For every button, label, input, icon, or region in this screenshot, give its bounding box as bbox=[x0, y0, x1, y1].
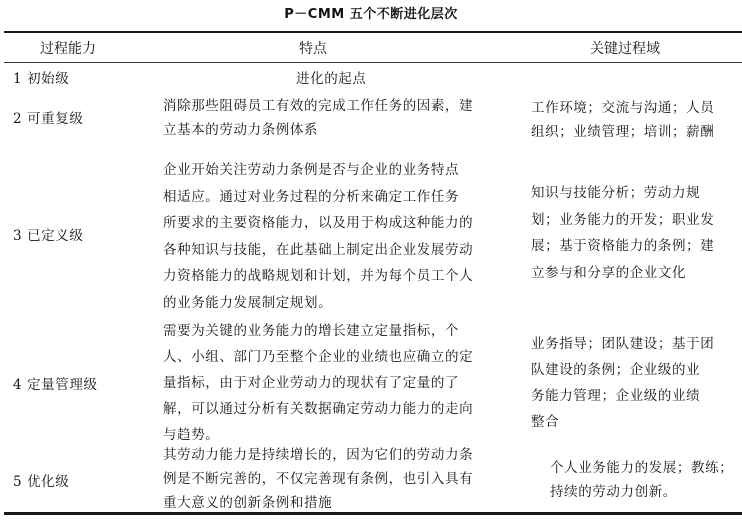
row-3-features-line: 所要求的主要资格能力，以及用于构成这种能力的 bbox=[163, 215, 474, 231]
row-4-kpa-line: 业务指导；团队建设；基于团 bbox=[531, 336, 715, 352]
row-5-features-line: 重大意义的创新条例和措施 bbox=[163, 495, 333, 511]
table-bottom-rule bbox=[4, 512, 742, 515]
row-2-features-line: 立基本的劳动力条例体系 bbox=[163, 122, 319, 138]
row-5-kpa-line: 个人业务能力的发展；教练； bbox=[550, 460, 734, 476]
row-4-kpa-line: 整合 bbox=[531, 414, 560, 430]
row-3-features-line: 各种知识与技能，在此基础上制定出企业发展劳动 bbox=[163, 241, 474, 258]
table-top-rule bbox=[4, 31, 742, 33]
row-3-features-line: 的业务能力发展制定规划。 bbox=[163, 294, 333, 311]
row-5-features-line: 其劳动力能力是持续增长的，因为它们的劳动力条 bbox=[163, 447, 474, 463]
row-2-level: 2 可重复级 bbox=[13, 111, 84, 127]
row-4-kpa-line: 队建设的条例；企业级的业 bbox=[531, 362, 701, 378]
row-4-features-line: 需要为关键的业务能力的增长建立定量指标，个 bbox=[163, 323, 460, 339]
row-4-kpa-line: 务能力管理；企业级的业绩 bbox=[531, 388, 701, 404]
row-3-kpa-line: 知识与技能分析；劳动力规 bbox=[531, 185, 701, 201]
row-3-features-line: 企业开始关注劳动力条例是否与企业的业务特点 bbox=[163, 162, 460, 178]
row-3-features-line: 力资格能力的战略规划和计划，并为每个员工个人 bbox=[163, 268, 474, 284]
row-4-kpa bbox=[531, 331, 736, 435]
row-3-kpa bbox=[531, 180, 736, 286]
row-5-kpa bbox=[550, 456, 742, 504]
row-3-features bbox=[163, 157, 533, 316]
row-2-kpa bbox=[531, 96, 736, 144]
row-5-level: 5 优化级 bbox=[13, 474, 70, 490]
row-2-kpa-line: 工作环境；交流与沟通；人员 bbox=[531, 100, 715, 116]
row-4-features bbox=[163, 318, 533, 448]
row-3-features-line: 相适应。通过对业务过程的分析来确定工作任务 bbox=[163, 188, 460, 205]
row-2-features-line: 消除那些阻碍员工有效的完成工作任务的因素，建 bbox=[163, 98, 474, 114]
row-5-features bbox=[163, 443, 533, 515]
row-4-features-line: 解，可以通过分析有关数据确定劳动力能力的走向 bbox=[163, 401, 474, 417]
header-kpa: 关键过程域 bbox=[590, 41, 660, 57]
row-5-features-line: 例是不断完善的，不仅完善现有条例，也引入具有 bbox=[163, 471, 474, 487]
row-3-level: 3 已定义级 bbox=[13, 228, 84, 244]
row-5-kpa-line: 持续的劳动力创新。 bbox=[550, 484, 677, 500]
header-features: 特点 bbox=[299, 41, 327, 57]
row-4-level: 4 定量管理级 bbox=[13, 377, 98, 393]
row-1-features-line: 进化的起点 bbox=[296, 71, 367, 87]
row-2-kpa-line: 组织；业绩管理；培训；薪酬 bbox=[531, 124, 715, 140]
row-4-features-line: 人、小组、部门乃至整个企业的业绩也应确立的定 bbox=[163, 349, 474, 365]
row-4-features-line: 量指标，由于对企业劳动力的现状有了定量的了 bbox=[163, 375, 460, 391]
row-2-features bbox=[163, 94, 533, 142]
row-3-kpa-line: 展；基于资格能力的条例；建 bbox=[531, 238, 715, 254]
row-1-level: 1 初始级 bbox=[13, 71, 70, 87]
row-4-features-line: 与趋势。 bbox=[163, 427, 220, 443]
header-level: 过程能力 bbox=[40, 41, 96, 57]
row-3-kpa-line: 划；业务能力的开发；职业发 bbox=[531, 211, 715, 228]
row-1-features bbox=[296, 67, 367, 91]
row-3-kpa-line: 立参与和分享的企业文化 bbox=[531, 264, 687, 281]
header-rule bbox=[4, 62, 742, 63]
table-title: P－CMM 五个不断进化层次 bbox=[284, 7, 458, 22]
